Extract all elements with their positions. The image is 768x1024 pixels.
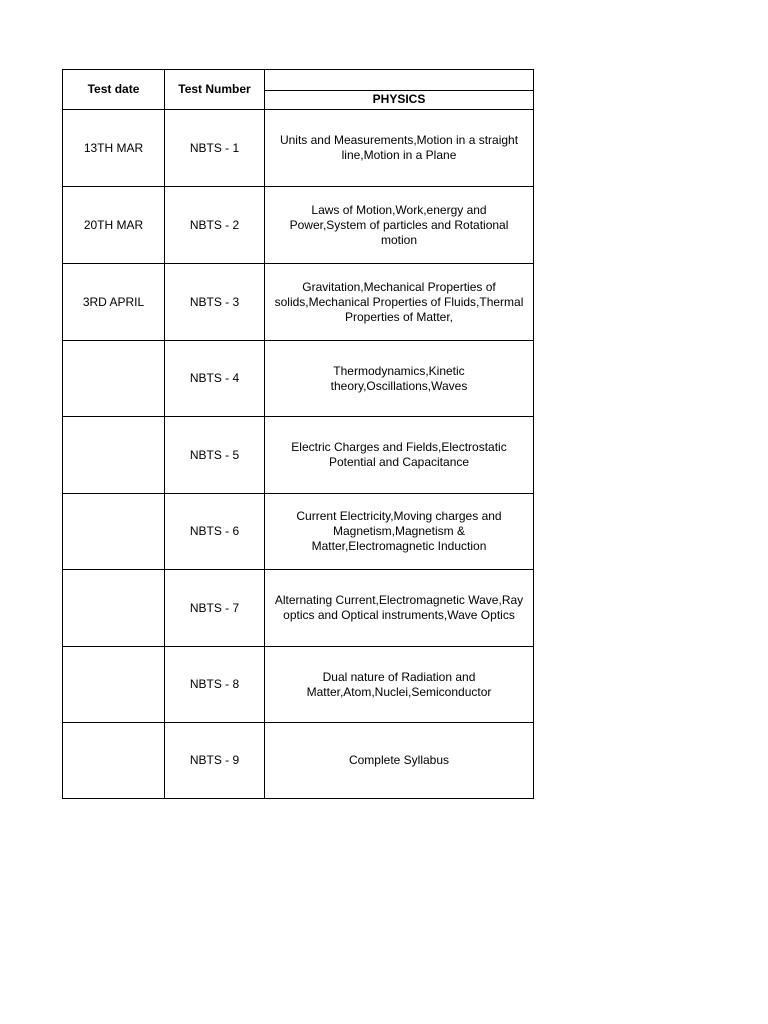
cell-test-number: NBTS - 6 — [189, 524, 240, 538]
cell-test-date: 13TH MAR — [83, 140, 144, 155]
header-subject: PHYSICS — [372, 92, 426, 106]
cell-topics: Gravitation,Mechanical Properties of solids,Mechanical Properties of Fluids,Thermal Properties of Matter, — [274, 279, 524, 324]
cell-test-date — [63, 723, 164, 798]
cell-test-number: NBTS - 9 — [189, 753, 240, 767]
cell-test-date — [63, 647, 164, 722]
cell-test-number: NBTS - 1 — [189, 140, 240, 155]
cell-test-date — [63, 341, 164, 416]
cell-test-number: NBTS - 8 — [189, 677, 240, 691]
cell-test-date — [63, 417, 164, 493]
cell-test-date — [63, 494, 164, 569]
cell-topics: Complete Syllabus — [348, 753, 450, 767]
cell-topics: Dual nature of Radiation and Matter,Atom,Nuclei,Semiconductor — [306, 669, 492, 699]
cell-topics: Electric Charges and Fields,Electrostatic Potential and Capacitance — [291, 440, 507, 469]
cell-test-number: NBTS - 7 — [189, 600, 240, 615]
cell-test-date: 3RD APRIL — [82, 294, 145, 309]
cell-topics: Thermodynamics,Kinetic theory,Oscillations,Waves — [330, 363, 468, 393]
cell-topics: Laws of Motion,Work,energy and Power,System of particles and Rotational motion — [289, 202, 509, 247]
header-test-date: Test date — [87, 82, 140, 96]
cell-test-date: 20TH MAR — [83, 217, 144, 232]
cell-test-number: NBTS - 3 — [189, 294, 240, 309]
schedule-table — [62, 69, 534, 799]
cell-topics: Alternating Current,Electromagnetic Wave,Ray optics and Optical instruments,Wave Optics — [274, 593, 524, 622]
cell-topics: Current Electricity,Moving charges and Magnetism,Magnetism & Matter,Electromagnetic Induction — [296, 509, 502, 553]
cell-test-number: NBTS - 4 — [189, 371, 240, 385]
header-test-number: Test Number — [178, 82, 251, 96]
cell-test-number: NBTS - 5 — [189, 447, 240, 462]
cell-topics: Units and Measurements,Motion in a straight line,Motion in a Plane — [279, 133, 519, 162]
cell-test-date — [63, 570, 164, 646]
cell-test-number: NBTS - 2 — [189, 217, 240, 232]
